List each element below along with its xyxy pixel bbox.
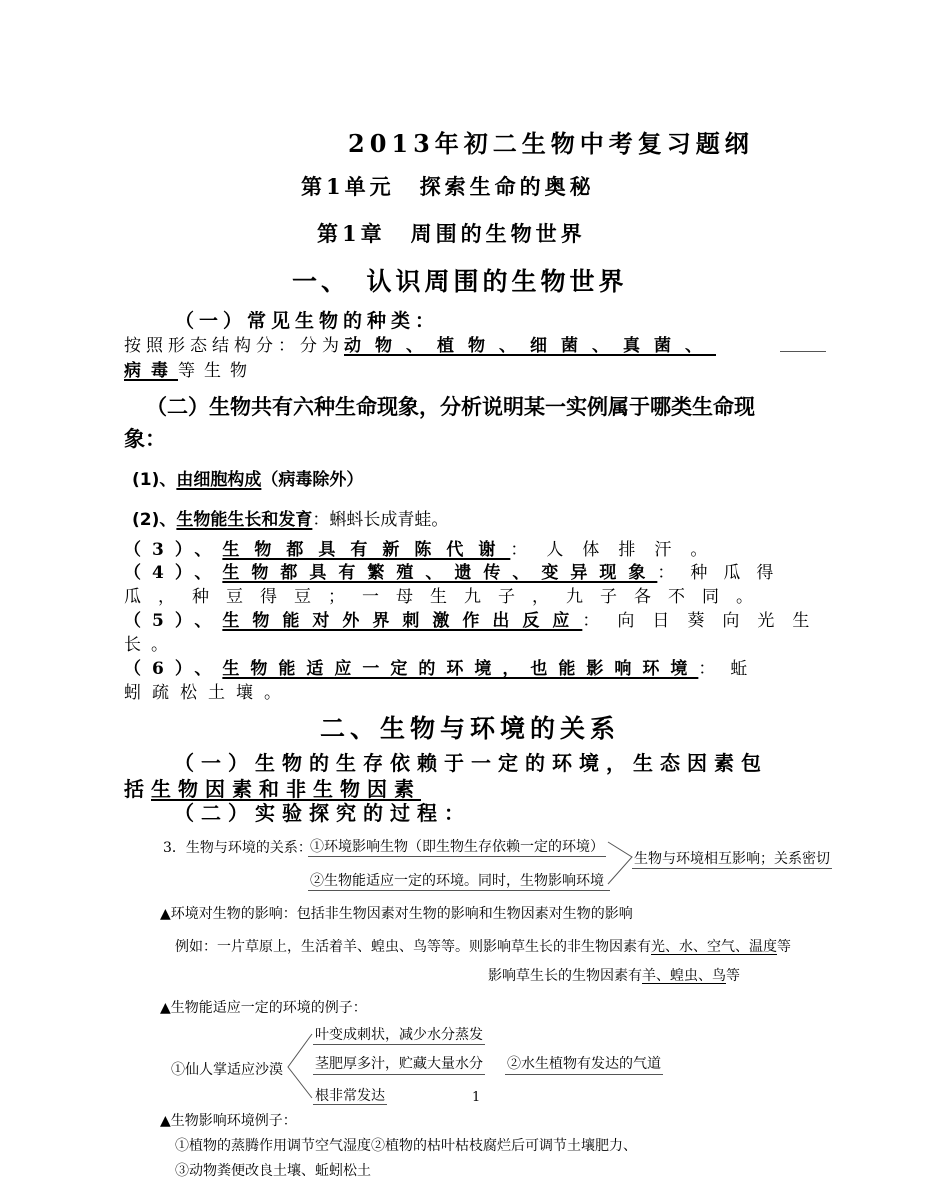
cactus-branch-1: 叶变成刺状，减少水分蒸发 [315,1027,483,1043]
relation-label: 3．生物与环境的关系： [163,840,312,856]
relation-a: ①环境影响生物（即生物生存依赖一定的环境） [310,839,604,855]
life-item-1-rest: （病毒除外） [261,470,364,490]
example2-answer: 羊、蝗虫、鸟 [642,968,726,984]
section2-sub1-line1: （一）生物的生存依赖于一定的环境，生态因素包 [174,751,768,775]
cactus-branch-1-underline [313,1044,485,1045]
relation-bracket [606,836,636,896]
life-item-1-answer: 由细胞构成 [176,470,262,490]
document-title: 2013年初二生物中考复习题纲 [348,129,754,158]
classification-prefix: 按照形态结构分：分为 [124,336,344,356]
life-item-4-cont: 瓜，种豆得豆；一母生九子，九子各不同。 [124,587,770,607]
life-item-4 [124,558,789,583]
section2-sub1-answer: 生物因素和非生物因素 [151,777,421,801]
life-item-6-answer: 生物能适应一定的环境，也能影响环境 [222,659,699,679]
water-plant: ②水生植物有发达的气道 [507,1056,661,1072]
relation-result-underline [632,868,832,869]
classification-suffix: 等生物 [178,361,256,381]
life-item-4-rest: ：种瓜得 [657,563,790,583]
cactus-branch-3: 根非常发达 [315,1088,385,1104]
example2-prefix: 影响草生长的生物因素有 [488,968,642,984]
cactus-branch-3-underline [313,1104,387,1105]
life-item-5-cont: 长。 [124,635,178,655]
life-item-1-num: (1)、 [132,470,177,490]
example-line1 [175,936,791,956]
life-item-2-rest: ：蝌蚪长成青蛙。 [312,510,449,530]
life-item-5-answer: 生物能对外界刺激作出反应 [222,611,583,631]
life-item-5 [124,606,827,631]
cactus-label: ①仙人掌适应沙漠 [171,1062,283,1078]
example-line2 [488,965,740,985]
section1-sub2-heading: （二）生物共有六种生命现象，分析说明某一实例属于哪类生命现 [146,395,755,419]
env-effect: ▲环境对生物的影响：包括非生物因素对生物的影响和生物因素对生物的影响 [160,906,633,922]
example-suffix1: 等 [777,939,791,955]
relation-b: ②生物能适应一定的环境。同时，生物影响环境 [310,873,604,889]
example-answer1: 光、水、空气、温度 [651,939,777,955]
page-number: 1 [472,1090,481,1105]
life-item-5-num: （5）、 [124,611,223,631]
example-prefix: 例如：一片草原上，生活着羊、蝗虫、鸟等等。则影响草生长的非生物因素有 [175,939,651,955]
affect-line-1: ①植物的蒸腾作用调节空气湿度②植物的枯叶枯枝腐烂后可调节土壤肥力、 [175,1138,637,1154]
life-item-3-num: （3）、 [124,540,223,560]
relation-a-underline [308,856,606,857]
life-item-6-cont: 蚓疏松土壤。 [124,683,292,703]
life-item-3 [124,535,726,560]
cactus-branch-2-underline [313,1074,485,1075]
life-item-3-rest: ：人体排汗。 [510,540,727,560]
relation-result: 生物与环境相互影响；关系密切 [634,851,830,867]
water-plant-underline [505,1074,663,1075]
adapt-heading: ▲生物能适应一定的环境的例子： [160,1000,367,1016]
cactus-bracket [286,1030,316,1102]
life-item-2-answer: 生物能生长和发育 [176,510,313,530]
life-item-5-rest: ：向日葵向光生 [582,611,828,631]
classification-answer: 动物、植物、细菌、真菌、 [344,336,716,356]
section2-heading: 二、生物与环境的关系 [320,714,621,743]
chapter-title: 第1章 周围的生物世界 [317,221,586,246]
section2-sub2: （二）实验探究的过程： [174,801,471,825]
classification-line [124,331,716,356]
unit-title: 第1单元 探索生命的奥秘 [301,174,595,199]
section1-sub1-heading: （一）常见生物的种类： [175,310,440,332]
affect-heading: ▲生物影响环境例子： [160,1113,297,1129]
example2-suffix: 等 [726,968,740,984]
affect-line-2: ③动物粪便改良土壤、蚯蚓松土 [175,1163,371,1179]
life-item-1 [132,465,363,490]
classification-line2 [124,356,256,381]
life-item-6-rest: ：蚯 [698,659,763,679]
life-item-4-answer: 生物都具有繁殖、遗传、变异现象 [222,563,658,583]
life-item-2 [132,505,448,530]
section1-sub2-heading-cont: 象： [124,427,166,451]
section1-heading: 一、 认识周围的生物世界 [292,267,628,296]
life-item-3-answer: 生物都具有新陈代谢 [222,540,511,560]
life-item-2-num: (2)、 [132,510,177,530]
classification-underline-tail [780,351,826,352]
life-item-4-num: （4）、 [124,563,223,583]
classification-answer-virus: 病毒 [124,361,178,381]
life-item-6-num: （6）、 [124,659,223,679]
life-item-6 [124,654,762,679]
cactus-branch-2: 茎肥厚多汁，贮藏大量水分 [315,1056,483,1072]
section2-sub1-prefix: 括 [124,777,151,801]
relation-b-underline [308,890,610,891]
